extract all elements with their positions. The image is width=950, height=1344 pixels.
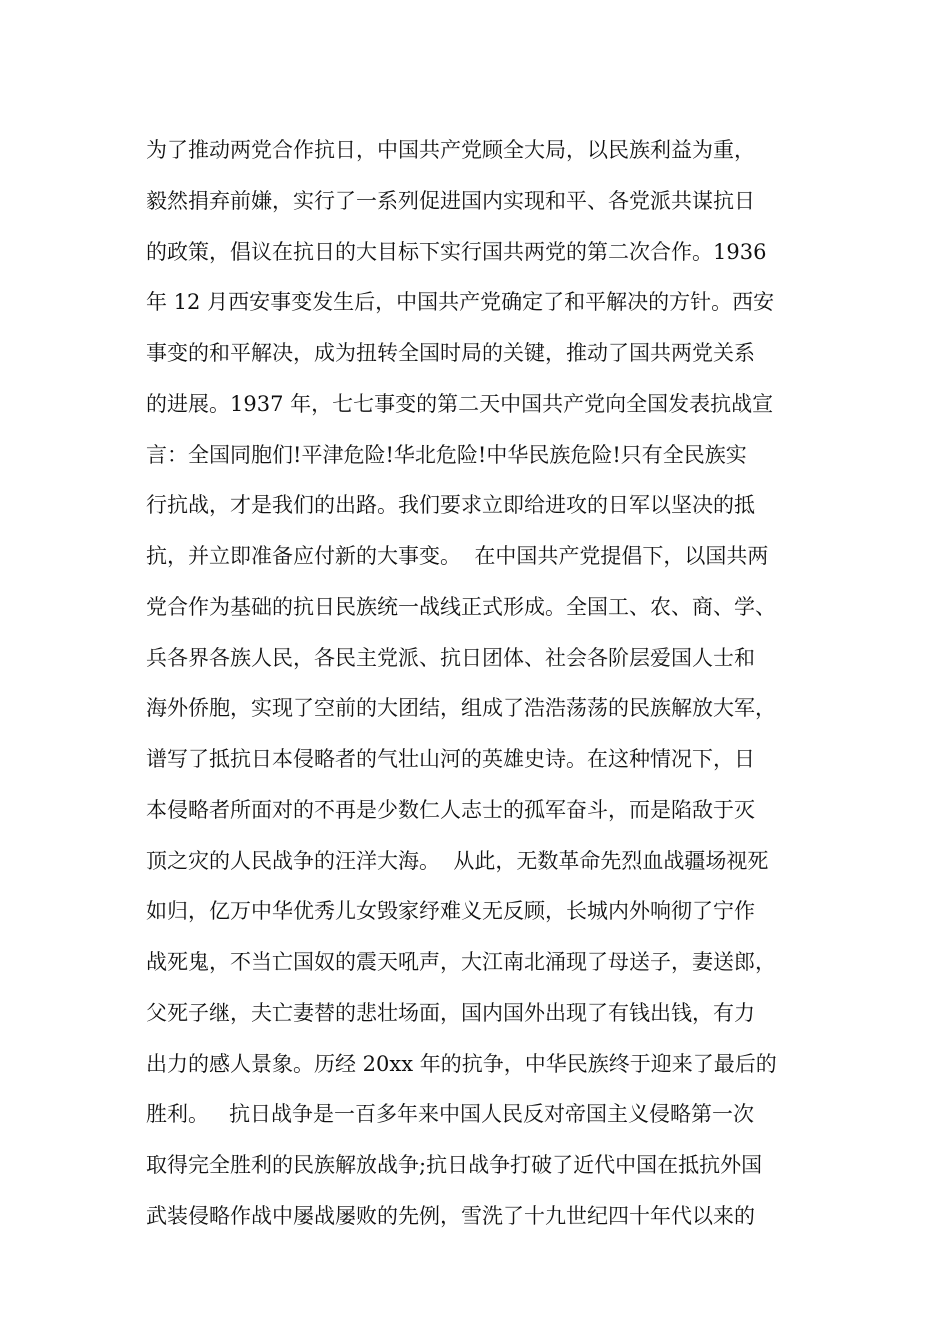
text-line: 胜利。 抗日战争是一百多年来中国人民反对帝国主义侵略第一次 [146,1102,755,1127]
text-line: 事变的和平解决，成为扭转全国时局的关键，推动了国共两党关系 [146,341,755,365]
text-line: 武装侵略作战中屡战屡败的先例，雪洗了十九世纪四十年代以来的 [146,1203,755,1228]
text-line: 取得完全胜利的民族解放战争;抗日战争打破了近代中国在抵抗外国 [146,1153,763,1177]
text-line: 的政策，倡议在抗日的大目标下实行国共两党的第二次合作。1936 [146,239,767,264]
text-line: 行抗战，才是我们的出路。我们要求立即给进攻的日军以坚决的抵 [146,493,755,518]
text-line: 出力的感人景象。历经 20xx 年的抗争，中华民族终于迎来了最后的 [146,1051,777,1076]
text-line: 抗，并立即准备应付新的大事变。 在中国共产党提倡下，以国共两 [146,544,769,568]
text-line: 父死子继，夫亡妻替的悲壮场面，国内国外出现了有钱出钱，有力 [146,1000,755,1025]
text-line: 战死鬼，不当亡国奴的震天吼声，大江南北涌现了母送子，妻送郎， [146,950,776,974]
body-text [146,128,816,1245]
text-line: 言：全国同胞们!平津危险!华北危险!中华民族危险!只有全民族实 [146,442,747,467]
text-line: 兵各界各族人民，各民主党派、抗日团体、社会各阶层爱国人士和 [146,645,755,670]
text-line: 海外侨胞，实现了空前的大团结，组成了浩浩荡荡的民族解放大军， [146,696,776,721]
text-line: 的进展。1937 年，七七事变的第二天中国共产党向全国发表抗战宣 [146,391,774,416]
text-line: 如归，亿万中华优秀儿女毁家纾难义无反顾，长城内外响彻了宁作 [146,899,755,924]
text-line: 党合作为基础的抗日民族统一战线正式形成。全国工、农、商、学、 [146,594,776,619]
text-line: 年 12 月西安事变发生后，中国共产党确定了和平解决的方针。西安 [146,290,775,315]
text-line: 为了推动两党合作抗日，中国共产党顾全大局，以民族利益为重， [146,138,755,162]
text-line: 顶之灾的人民战争的汪洋大海。 从此，无数革命先烈血战疆场视死 [146,848,769,873]
text-line: 谱写了抵抗日本侵略者的气壮山河的英雄史诗。在这种情况下，日 [146,747,755,771]
text-line: 本侵略者所面对的不再是少数仁人志士的孤军奋斗，而是陷敌于灭 [146,797,755,822]
text-line: 毅然捐弃前嫌，实行了一系列促进国内实现和平、各党派共谋抗日 [146,188,755,213]
